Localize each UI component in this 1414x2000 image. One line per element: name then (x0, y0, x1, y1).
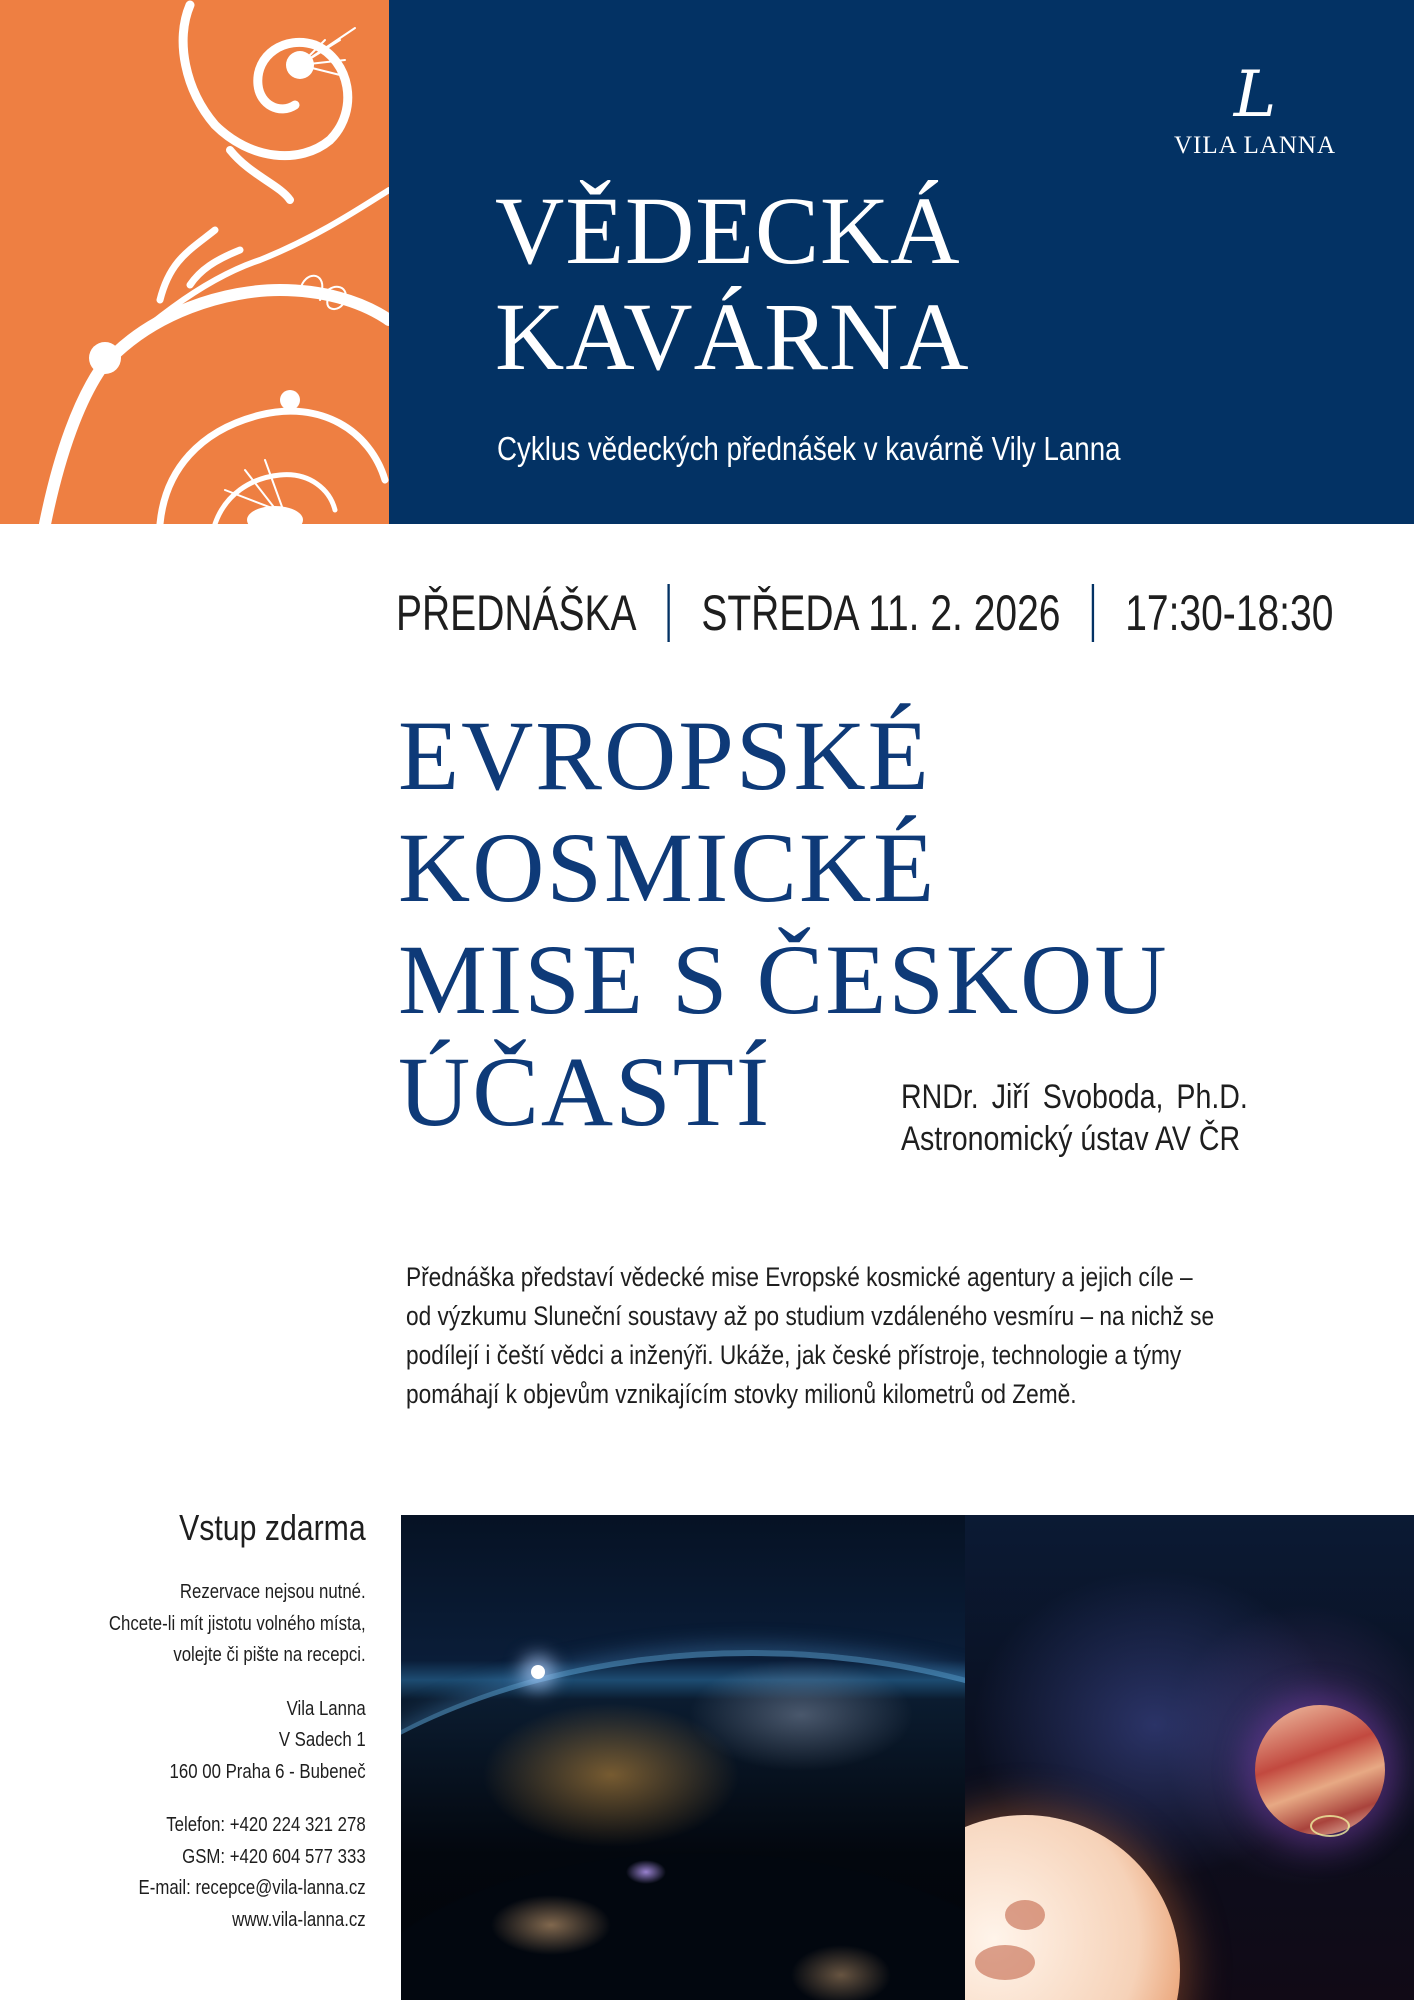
description-line: Přednáška představí vědecké mise Evropské kosmické agentury a jejich cíle – (406, 1262, 1193, 1292)
series-title-line: KAVÁRNA (495, 283, 970, 390)
spacer (109, 1672, 366, 1694)
lecture-title-line: MISE S ČESKOU (398, 924, 1169, 1035)
floral-ornament-panel (0, 0, 389, 524)
event-time: 17:30-18:30 (1125, 585, 1334, 641)
event-date: STŘEDA 11. 2. 2026 (701, 585, 1061, 641)
series-subtitle: Cyklus vědeckých přednášek v kavárně Vily Lanna (497, 430, 1121, 467)
exoplanet-illustration (965, 1515, 1414, 2000)
series-title (495, 178, 970, 390)
website-link[interactable]: www.vila-lanna.cz (232, 1908, 366, 1931)
earth-night-photo (401, 1515, 965, 2000)
sunspot (975, 1945, 1035, 1980)
spacer (109, 1788, 366, 1810)
speaker-info (901, 1076, 1248, 1160)
planet-aurora (1310, 1815, 1350, 1837)
separator (1092, 584, 1094, 642)
reservation-note (109, 1577, 366, 1672)
description-line: podílejí i čeští vědci a inženýři. Ukáže, jak české přístroje, technologie a týmy (406, 1340, 1182, 1370)
earth-horizon (401, 1650, 965, 2000)
reservation-line: Chcete-li mít jistotu volného místa, (109, 1612, 366, 1635)
contacts (109, 1810, 366, 1936)
address-line: 160 00 Praha 6 - Bubeneč (169, 1760, 366, 1783)
address (109, 1694, 366, 1789)
description-line: od výzkumu Sluneční soustavy až po studium vzdáleného vesmíru – na nichž se (406, 1301, 1215, 1331)
logo-monogram-icon: L (1233, 58, 1277, 132)
mobile-phone: GSM: +420 604 577 333 (182, 1845, 366, 1868)
lecture-title-line: ÚČASTÍ (398, 1036, 772, 1147)
address-line: Vila Lanna (286, 1697, 366, 1720)
logo-text: VILA LANNA (1173, 132, 1337, 159)
visitor-info (60, 1505, 366, 1936)
reservation-line: Rezervace nejsou nutné. (180, 1581, 366, 1603)
lecture-title-line: KOSMICKÉ (398, 812, 937, 923)
address-line: V Sadech 1 (279, 1729, 366, 1751)
reservation-line: volejte či pište na recepci. (173, 1644, 366, 1666)
speaker-name: RNDr. Jiří Svoboda, Ph.D. (901, 1078, 1248, 1116)
lecture-title-line: EVROPSKÉ (398, 700, 931, 811)
poster-header (0, 0, 1414, 524)
floral-ornament-icon (0, 0, 389, 524)
separator (668, 584, 670, 642)
email-link[interactable]: E-mail: recepce@vila-lanna.cz (138, 1877, 366, 1899)
event-details (396, 583, 1333, 643)
lecture-description (406, 1258, 1229, 1414)
phone: Telefon: +420 224 321 278 (166, 1814, 366, 1836)
event-type: PŘEDNÁŠKA (396, 585, 637, 641)
series-title-line: VĚDECKÁ (495, 177, 961, 284)
sun-glare-icon (531, 1665, 545, 1679)
description-line: pomáhají k objevům vznikajícím stovky milionů kilometrů od Země. (406, 1379, 1077, 1409)
free-entry-label: Vstup zdarma (179, 1507, 366, 1548)
vila-lanna-logo (1155, 60, 1355, 160)
sunspot (1005, 1900, 1045, 1930)
speaker-affiliation: Astronomický ústav AV ČR (901, 1120, 1241, 1158)
